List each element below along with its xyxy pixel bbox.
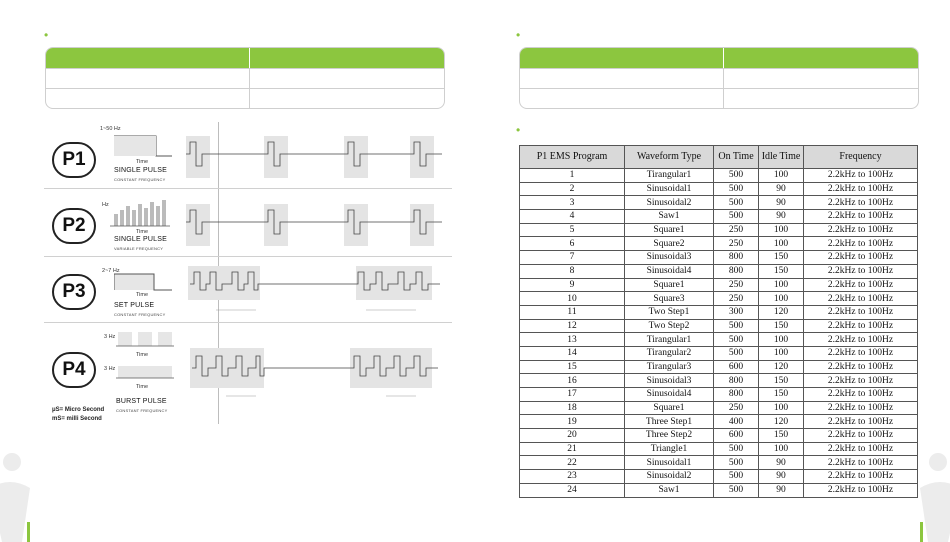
p1-waveform xyxy=(184,132,444,180)
cell-idle-time: 150 xyxy=(759,388,804,402)
table-row xyxy=(520,374,918,388)
cell-waveform-type: Tirangular2 xyxy=(625,346,714,360)
cell-waveform-type: Tirangular1 xyxy=(625,169,714,183)
cell-idle-time: 90 xyxy=(759,456,804,470)
pulse-title: BURST PULSE xyxy=(116,398,167,405)
cell-frequency: 2.2kHz to 100Hz xyxy=(804,333,918,347)
table-row xyxy=(520,264,918,278)
cell-waveform-type: Sinusoidal3 xyxy=(625,251,714,265)
frequency-range-label: 1~50 Hz xyxy=(100,126,121,132)
table-row xyxy=(520,292,918,306)
table-row xyxy=(520,388,918,402)
table-header-row xyxy=(520,146,918,169)
bullet-dot: • xyxy=(516,123,521,137)
table-row xyxy=(520,442,918,456)
cell-program-number: 22 xyxy=(520,456,625,470)
table-row xyxy=(520,169,918,183)
cell-idle-time: 120 xyxy=(759,360,804,374)
pulse-subtitle: VARIABLE FREQUENCY xyxy=(114,246,164,251)
mini-table-header xyxy=(520,48,918,68)
cell-on-time: 250 xyxy=(714,401,759,415)
cell-waveform-type: Square1 xyxy=(625,223,714,237)
pulse-subtitle: CONSTANT FREQUENCY xyxy=(114,312,166,317)
cell-idle-time: 100 xyxy=(759,346,804,360)
cell-idle-time: 150 xyxy=(759,374,804,388)
cell-idle-time: 90 xyxy=(759,182,804,196)
cell-frequency: 2.2kHz to 100Hz xyxy=(804,196,918,210)
mini-table-right xyxy=(519,47,919,109)
program-badge: P3 xyxy=(52,274,96,310)
cell-frequency: 2.2kHz to 100Hz xyxy=(804,470,918,484)
cell-on-time: 500 xyxy=(714,456,759,470)
time-axis-label: Time xyxy=(136,229,149,235)
cell-frequency: 2.2kHz to 100Hz xyxy=(804,237,918,251)
cell-waveform-type: Three Step2 xyxy=(625,429,714,443)
mini-waveform-icon xyxy=(114,272,174,292)
cell-idle-time: 150 xyxy=(759,429,804,443)
cell-on-time: 500 xyxy=(714,346,759,360)
cell-frequency: 2.2kHz to 100Hz xyxy=(804,374,918,388)
cell-program-number: 16 xyxy=(520,374,625,388)
frequency-range-label: 3 Hz xyxy=(104,366,116,372)
cell-waveform-type: Tirangular3 xyxy=(625,360,714,374)
cell-program-number: 20 xyxy=(520,429,625,443)
cell-program-number: 15 xyxy=(520,360,625,374)
cell-waveform-type: Sinusoidal2 xyxy=(625,196,714,210)
cell-waveform-type: Tirangular1 xyxy=(625,333,714,347)
table-row xyxy=(520,278,918,292)
pulse-diagram-panel xyxy=(44,122,452,424)
cell-program-number: 11 xyxy=(520,305,625,319)
table-row xyxy=(520,429,918,443)
table-body xyxy=(520,169,918,498)
cell-idle-time: 120 xyxy=(759,415,804,429)
cell-program-number: 5 xyxy=(520,223,625,237)
mini-table-header xyxy=(46,48,444,68)
time-axis-label: Time xyxy=(136,352,149,358)
pulse-row-divider xyxy=(44,256,452,257)
unit-legend xyxy=(52,406,104,424)
cell-on-time: 800 xyxy=(714,264,759,278)
cell-frequency: 2.2kHz to 100Hz xyxy=(804,292,918,306)
cell-idle-time: 100 xyxy=(759,292,804,306)
cell-idle-time: 90 xyxy=(759,210,804,224)
pulse-title: SINGLE PULSE xyxy=(114,167,167,174)
cell-on-time: 800 xyxy=(714,374,759,388)
table-row xyxy=(520,196,918,210)
cell-on-time: 250 xyxy=(714,292,759,306)
cell-waveform-type: Sinusoidal2 xyxy=(625,470,714,484)
cell-waveform-type: Sinusoidal1 xyxy=(625,456,714,470)
table-row xyxy=(520,223,918,237)
cell-frequency: 2.2kHz to 100Hz xyxy=(804,360,918,374)
cell-program-number: 17 xyxy=(520,388,625,402)
cell-waveform-type: Saw1 xyxy=(625,210,714,224)
cell-idle-time: 90 xyxy=(759,470,804,484)
cell-frequency: 2.2kHz to 100Hz xyxy=(804,429,918,443)
cell-idle-time: 100 xyxy=(759,169,804,183)
header-on-time: On Time xyxy=(714,146,759,169)
accent-bar xyxy=(27,522,30,542)
cell-idle-time: 100 xyxy=(759,223,804,237)
cell-on-time: 800 xyxy=(714,388,759,402)
cell-frequency: 2.2kHz to 100Hz xyxy=(804,251,918,265)
frequency-range-label: Hz xyxy=(102,202,109,208)
cell-on-time: 250 xyxy=(714,237,759,251)
table-row xyxy=(520,456,918,470)
program-badge: P1 xyxy=(52,142,96,178)
cell-idle-time: 100 xyxy=(759,237,804,251)
cell-idle-time: 100 xyxy=(759,333,804,347)
cell-program-number: 3 xyxy=(520,196,625,210)
table-row xyxy=(520,483,918,497)
cell-waveform-type: Square2 xyxy=(625,237,714,251)
cell-program-number: 24 xyxy=(520,483,625,497)
cell-frequency: 2.2kHz to 100Hz xyxy=(804,305,918,319)
header-program: P1 EMS Program xyxy=(520,146,625,169)
cell-waveform-type: Triangle1 xyxy=(625,442,714,456)
cell-on-time: 500 xyxy=(714,483,759,497)
cell-waveform-type: Three Step1 xyxy=(625,415,714,429)
cell-idle-time: 100 xyxy=(759,401,804,415)
cell-waveform-type: Sinusoidal1 xyxy=(625,182,714,196)
table-row xyxy=(520,182,918,196)
cell-idle-time: 100 xyxy=(759,278,804,292)
time-axis-label: Time xyxy=(136,384,149,390)
cell-program-number: 8 xyxy=(520,264,625,278)
cell-frequency: 2.2kHz to 100Hz xyxy=(804,210,918,224)
cell-program-number: 1 xyxy=(520,169,625,183)
mini-table-row xyxy=(46,88,444,108)
legend-micro-second: μS= Micro Second xyxy=(52,407,105,413)
cell-waveform-type: Sinusoidal4 xyxy=(625,264,714,278)
mini-waveform-icon xyxy=(110,198,172,228)
cell-program-number: 21 xyxy=(520,442,625,456)
header-waveform: Waveform Type xyxy=(625,146,714,169)
header-frequency: Frequency xyxy=(804,146,918,169)
cell-waveform-type: Saw1 xyxy=(625,483,714,497)
cell-frequency: 2.2kHz to 100Hz xyxy=(804,388,918,402)
cell-on-time: 500 xyxy=(714,319,759,333)
pulse-row-divider xyxy=(44,322,452,323)
cell-frequency: 2.2kHz to 100Hz xyxy=(804,169,918,183)
cell-frequency: 2.2kHz to 100Hz xyxy=(804,278,918,292)
cell-program-number: 9 xyxy=(520,278,625,292)
mini-waveform-icon xyxy=(114,132,174,158)
table-row xyxy=(520,237,918,251)
frequency-range-label: 2~7 Hz xyxy=(102,268,120,274)
table-row xyxy=(520,415,918,429)
cell-program-number: 23 xyxy=(520,470,625,484)
cell-idle-time: 150 xyxy=(759,264,804,278)
cell-on-time: 800 xyxy=(714,251,759,265)
cell-waveform-type: Square1 xyxy=(625,278,714,292)
cell-on-time: 500 xyxy=(714,470,759,484)
cell-idle-time: 90 xyxy=(759,196,804,210)
cell-on-time: 400 xyxy=(714,415,759,429)
cell-waveform-type: Sinusoidal4 xyxy=(625,388,714,402)
mini-table-row xyxy=(520,68,918,88)
cell-waveform-type: Two Step1 xyxy=(625,305,714,319)
table-row xyxy=(520,305,918,319)
cell-on-time: 250 xyxy=(714,223,759,237)
cell-frequency: 2.2kHz to 100Hz xyxy=(804,483,918,497)
cell-on-time: 500 xyxy=(714,169,759,183)
cell-frequency: 2.2kHz to 100Hz xyxy=(804,442,918,456)
cell-on-time: 500 xyxy=(714,442,759,456)
p4-waveform xyxy=(186,344,442,400)
cell-program-number: 2 xyxy=(520,182,625,196)
cell-frequency: 2.2kHz to 100Hz xyxy=(804,223,918,237)
cell-program-number: 12 xyxy=(520,319,625,333)
mini-table-row xyxy=(520,88,918,108)
legend-milli-second: mS= milli Second xyxy=(52,416,102,422)
pulse-title: SINGLE PULSE xyxy=(114,236,167,243)
table-row xyxy=(520,346,918,360)
cell-program-number: 14 xyxy=(520,346,625,360)
pulse-subtitle: CONSTANT FREQUENCY xyxy=(114,177,166,182)
cell-frequency: 2.2kHz to 100Hz xyxy=(804,456,918,470)
frequency-range-label: 3 Hz xyxy=(104,334,116,340)
cell-frequency: 2.2kHz to 100Hz xyxy=(804,415,918,429)
program-badge: P2 xyxy=(52,208,96,244)
cell-waveform-type: Sinusoidal3 xyxy=(625,374,714,388)
cell-idle-time: 90 xyxy=(759,483,804,497)
cell-frequency: 2.2kHz to 100Hz xyxy=(804,319,918,333)
cell-program-number: 13 xyxy=(520,333,625,347)
mini-waveform-icon xyxy=(116,362,176,384)
cell-program-number: 6 xyxy=(520,237,625,251)
cell-waveform-type: Square3 xyxy=(625,292,714,306)
cell-program-number: 19 xyxy=(520,415,625,429)
cell-idle-time: 100 xyxy=(759,442,804,456)
table-row xyxy=(520,360,918,374)
time-axis-label: Time xyxy=(136,292,149,298)
cell-program-number: 7 xyxy=(520,251,625,265)
cell-idle-time: 150 xyxy=(759,251,804,265)
cell-frequency: 2.2kHz to 100Hz xyxy=(804,346,918,360)
cell-frequency: 2.2kHz to 100Hz xyxy=(804,401,918,415)
table-row xyxy=(520,251,918,265)
table-row xyxy=(520,401,918,415)
table-row xyxy=(520,210,918,224)
table-row xyxy=(520,333,918,347)
cell-idle-time: 120 xyxy=(759,305,804,319)
brand-logo-watermark xyxy=(912,448,950,542)
cell-on-time: 600 xyxy=(714,360,759,374)
ems-program-table xyxy=(519,145,918,498)
mini-table-row xyxy=(46,68,444,88)
pulse-title: SET PULSE xyxy=(114,302,155,309)
cell-on-time: 500 xyxy=(714,196,759,210)
cell-frequency: 2.2kHz to 100Hz xyxy=(804,182,918,196)
bullet-dot: • xyxy=(44,28,49,42)
brand-logo-watermark xyxy=(0,448,40,542)
cell-program-number: 18 xyxy=(520,401,625,415)
cell-waveform-type: Two Step2 xyxy=(625,319,714,333)
time-axis-label: Time xyxy=(136,159,149,165)
cell-waveform-type: Square1 xyxy=(625,401,714,415)
accent-bar xyxy=(920,522,923,542)
program-badge: P4 xyxy=(52,352,96,388)
mini-table-left xyxy=(45,47,445,109)
p3-waveform xyxy=(186,264,442,316)
cell-frequency: 2.2kHz to 100Hz xyxy=(804,264,918,278)
cell-program-number: 10 xyxy=(520,292,625,306)
cell-on-time: 500 xyxy=(714,182,759,196)
header-idle-time: Idle Time xyxy=(759,146,804,169)
table-row xyxy=(520,319,918,333)
bullet-dot: • xyxy=(516,28,521,42)
pulse-row-divider xyxy=(44,188,452,189)
cell-program-number: 4 xyxy=(520,210,625,224)
cell-on-time: 600 xyxy=(714,429,759,443)
p2-waveform xyxy=(184,200,444,248)
cell-on-time: 250 xyxy=(714,278,759,292)
pulse-subtitle: CONSTANT FREQUENCY xyxy=(116,408,168,413)
mini-waveform-icon xyxy=(116,328,176,352)
cell-on-time: 500 xyxy=(714,210,759,224)
table-row xyxy=(520,470,918,484)
cell-on-time: 300 xyxy=(714,305,759,319)
cell-idle-time: 150 xyxy=(759,319,804,333)
cell-on-time: 500 xyxy=(714,333,759,347)
